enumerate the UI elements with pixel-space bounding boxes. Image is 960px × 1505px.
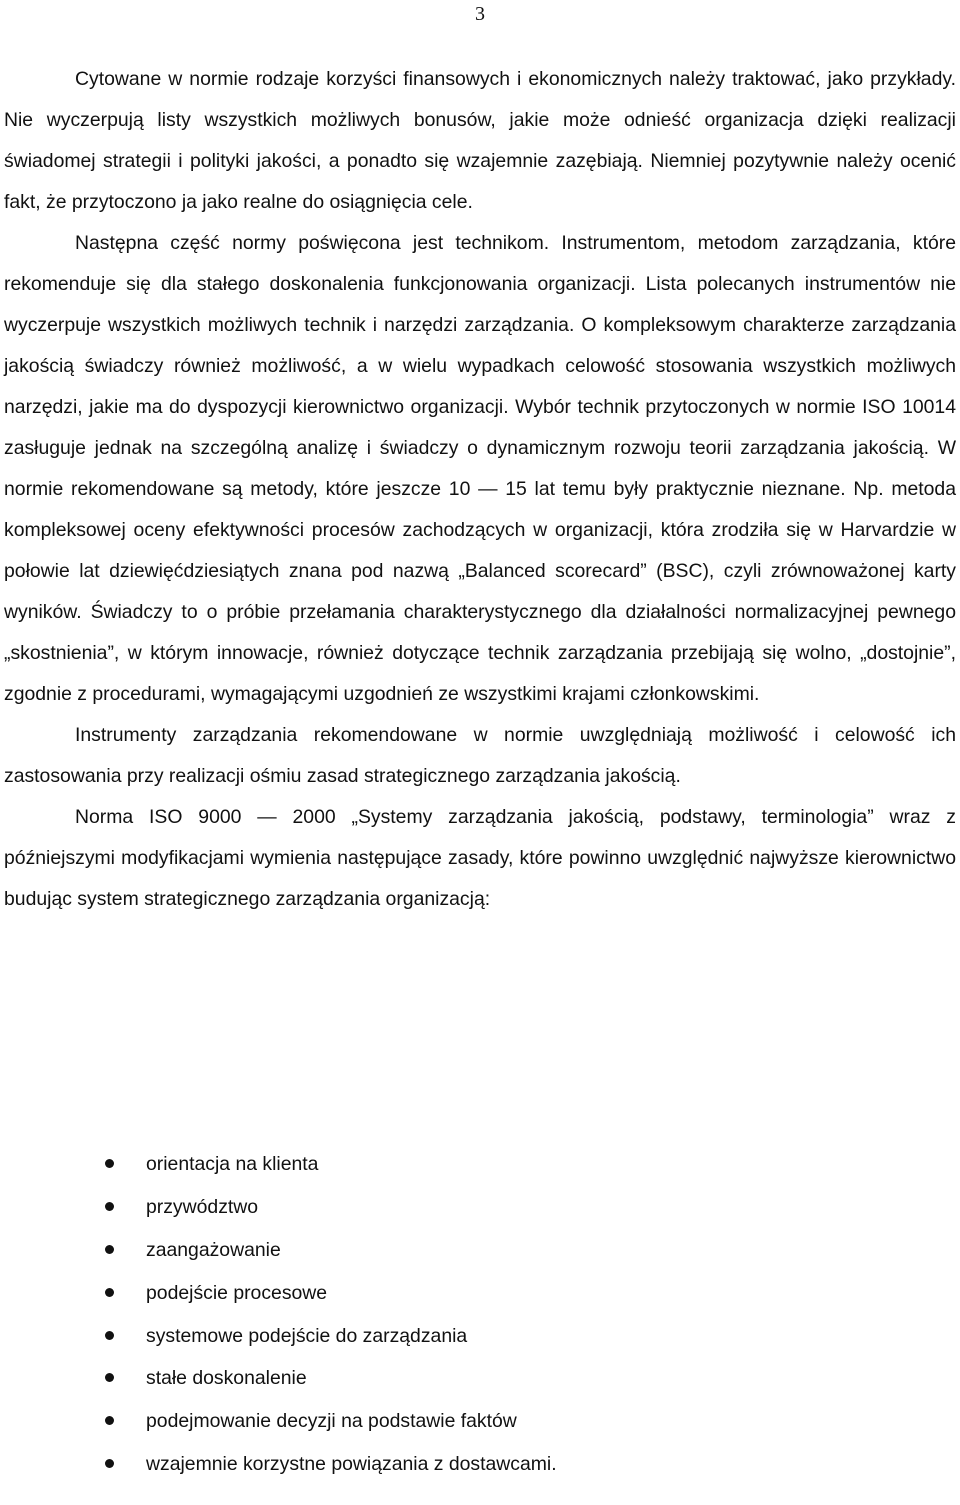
list-item-label: systemowe podejście do zarządzania	[146, 1324, 468, 1347]
list-item	[0, 1443, 960, 1486]
list-item-label: orientacja na klienta	[146, 1153, 319, 1175]
page-number: 3	[475, 3, 485, 25]
bullet-icon	[105, 1159, 114, 1168]
body-text	[4, 59, 956, 920]
list-item-label: podejście procesowe	[146, 1281, 328, 1304]
list-item-label: wzajemnie korzystne powiązania z dostawcami.	[146, 1453, 557, 1476]
paragraph-techniques: Następna część normy poświęcona jest technikom. Instrumentom, metodom zarządzania, które rekomenduje się dla stałego doskonalenia funkcjonowania organizacji. Lista polecanych instrumentów nie wyczerpuje wszystkich możliwych technik i narzędzi zarządzania. O kompleksowym charakterze zarządzania jakością świadczy również możliwość, a w wielu wypadkach celowość stosowania wszystkich możliwych narzędzi, jakie ma do dyspozycji kierownictwo organizacji. Wybór technik przytoczonych w normie ISO 10014 zasługuje jednak na szczególną analizę i świadczy o dynamicznym rozwoju teorii zarządzania jakością. W normie rekomendowane są metody, które jeszcze 10 — 15 lat temu były praktycznie nieznane. Np. metoda kompleksowej oceny efektywności procesów zachodzących w organizacji, która zrodziła się w Harvardzie w połowie lat dziewięćdziesiątych znana pod nazwą „Balanced scorecard” (BSC), czyli zrównoważonej karty wyników. Świadczy to o próbie przełamania charakterystycznego dla działalności normalizacyjnej pewnego „skostnienia”, w którym innowacje, również dotyczące technik zarządzania przebijają się wolno, „dostojnie”, zgodnie z procedurami, wymagającymi uzgodnień ze wszystkimi krajami członkowskimi.	[4, 232, 956, 705]
bullet-icon	[105, 1288, 114, 1297]
paragraph-iso-9000: Norma ISO 9000 — 2000 „Systemy zarządzania jakością, podstawy, terminologia” wraz z późniejszymi modyfikacjami wymienia następujące zasady, które powinno uwzględnić najwyższe kierownictwo budując system strategicznego zarządzania organizacją:	[4, 806, 956, 910]
bullet-icon	[105, 1373, 114, 1382]
list-item-label: podejmowanie decyzji na podstawie faktów	[146, 1410, 517, 1433]
list-item	[0, 1400, 960, 1443]
list-item	[0, 1357, 960, 1400]
list-item-label: stałe doskonalenie	[146, 1367, 307, 1390]
paragraph-instruments: Instrumenty zarządzania rekomendowane w normie uwzględniają możliwość i celowość ich zastosowania przy realizacji ośmiu zasad strategicznego zarządzania jakością.	[4, 724, 956, 787]
list-item	[0, 1143, 960, 1186]
paragraph-benefits: Cytowane w normie rodzaje korzyści finansowych i ekonomicznych należy traktować, jako przykłady. Nie wyczerpują listy wszystkich możliwych bonusów, jakie może odnieść organizacja dzięki realizacji świadomej strategii i polityki jakości, a ponadto się wzajemnie zazębiają. Niemniej pozytywnie należy ocenić fakt, że przytoczono ja jako realne do osiągnięcia cele.	[4, 68, 956, 213]
list-item-label: zaangażowanie	[146, 1238, 281, 1261]
bullet-icon	[105, 1331, 114, 1340]
list-item-label: przywództwo	[146, 1195, 259, 1218]
list-item	[0, 1272, 960, 1315]
list-item	[0, 1229, 960, 1272]
list-item	[0, 1315, 960, 1358]
bullet-icon	[105, 1459, 114, 1468]
principles-list	[0, 1143, 960, 1486]
bullet-icon	[105, 1245, 114, 1254]
list-item	[0, 1186, 960, 1229]
bullet-icon	[105, 1416, 114, 1425]
bullet-icon	[105, 1202, 114, 1211]
